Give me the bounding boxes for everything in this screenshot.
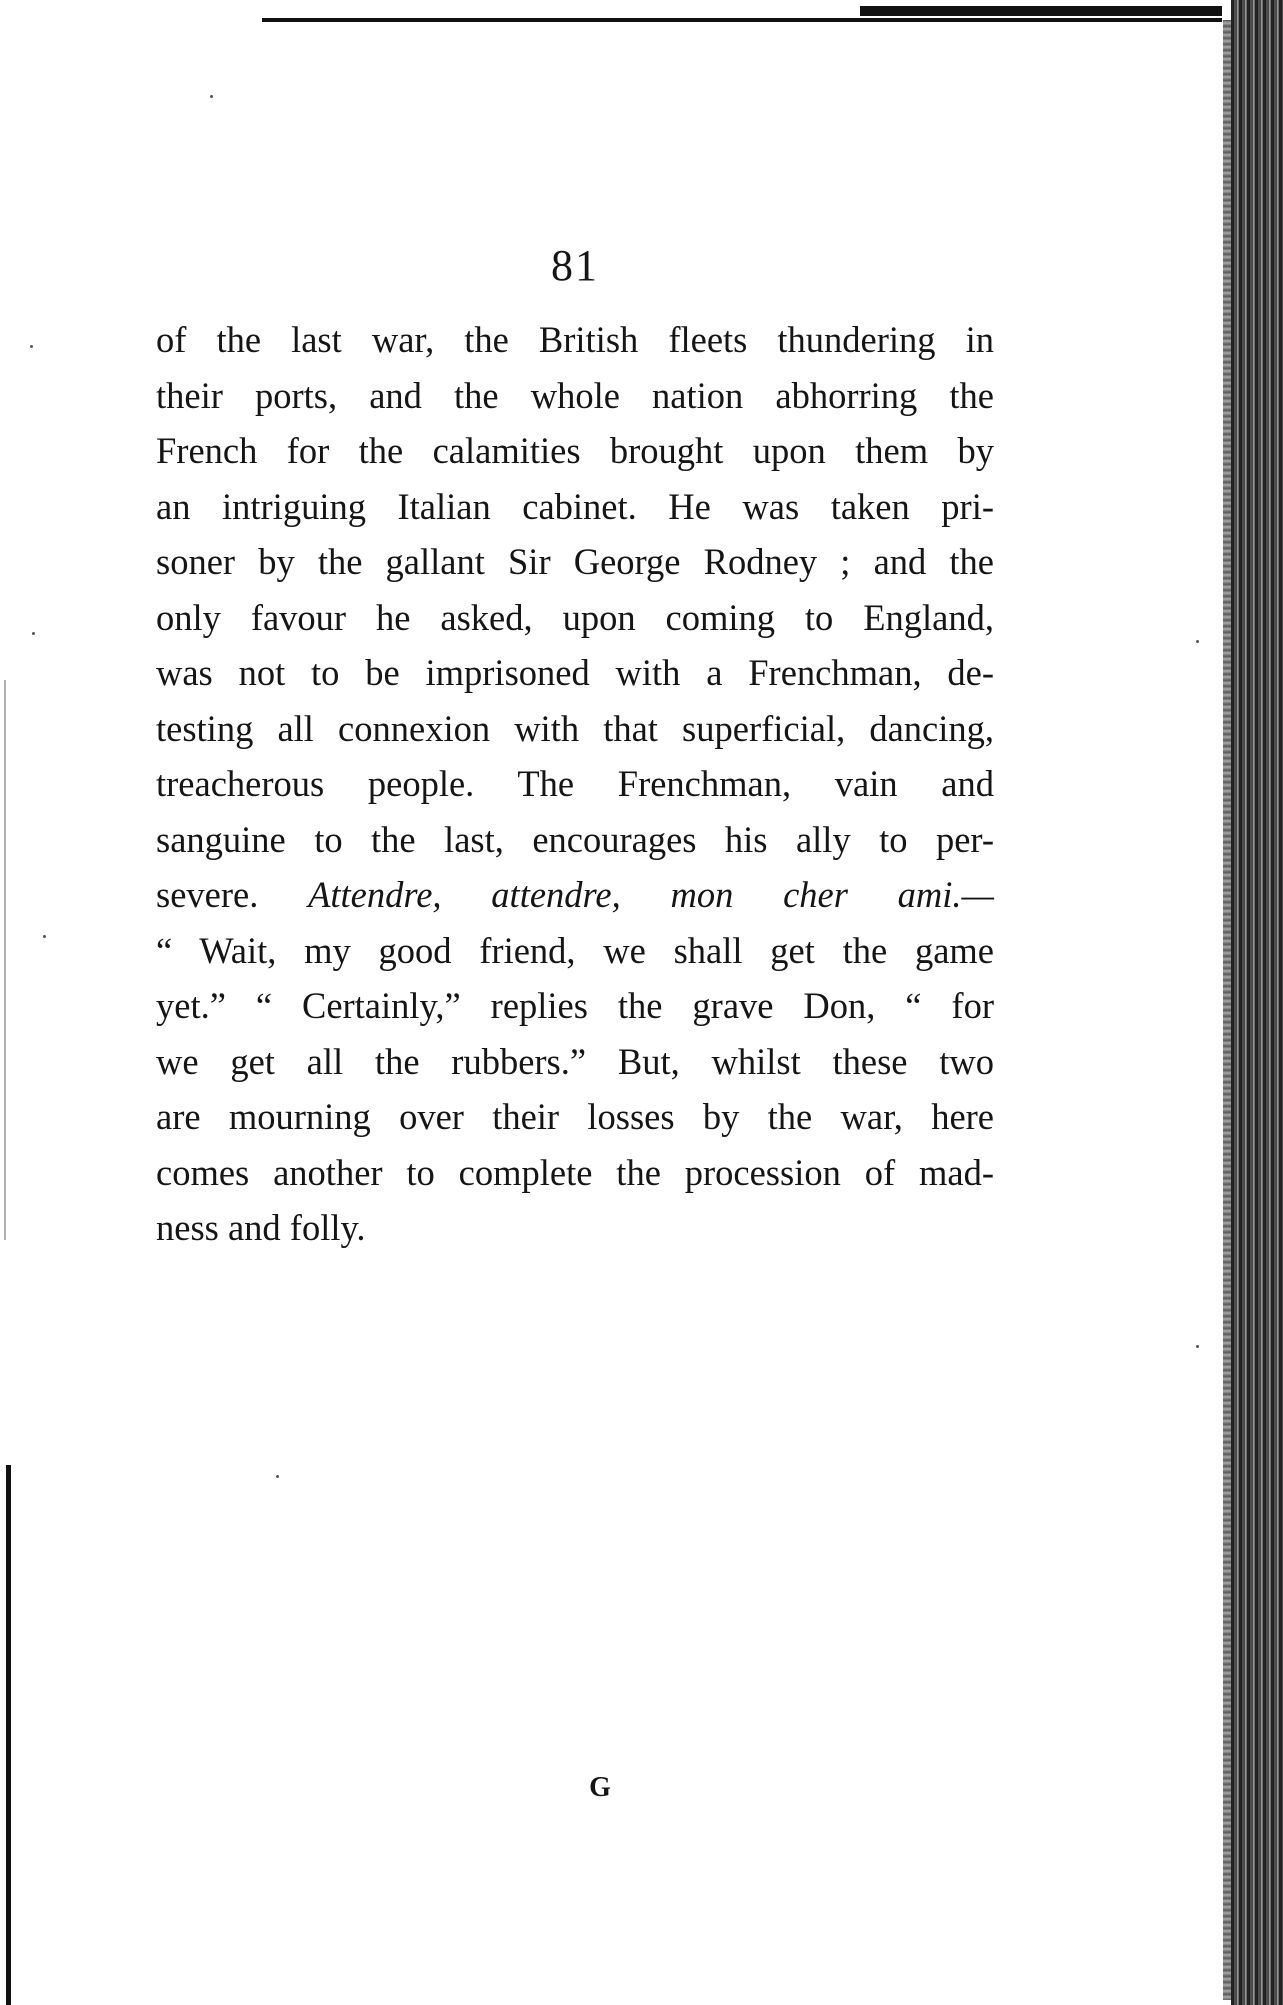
italic-phrase: Attendre, attendre, mon cher ami.— [308, 874, 994, 915]
page-number: 81 [551, 241, 599, 290]
body-text [156, 312, 994, 1256]
text-line: sanguine to the last, encourages his ally to per- [156, 818, 994, 860]
text-line: we get all the rubbers.” But, whilst these two [156, 1040, 994, 1082]
scan-speck [1196, 1345, 1199, 1348]
text-line: soner by the gallant Sir George Rodney ; and the [156, 541, 994, 582]
text-line: comes another to complete the procession of mad- [156, 1151, 994, 1193]
scan-speck [43, 935, 46, 938]
scan-edge-bar [6, 1465, 11, 2005]
text-line: are mourning over their losses by the war, here [156, 1096, 994, 1137]
text-line: their ports, and the whole nation abhorring the [156, 374, 994, 416]
text-line: “ Wait, my good friend, we shall get the game [156, 929, 994, 971]
text-line-mixed [156, 867, 994, 923]
scan-speck [210, 95, 213, 98]
page-binding-edge [1231, 0, 1283, 2005]
scan-edge-mark [4, 680, 6, 1240]
text-line: an intriguing Italian cabinet. He was taken pri- [156, 485, 994, 527]
text-segment: severe. [156, 874, 259, 915]
text-line: testing all connexion with that superficial, dancing, [156, 707, 994, 749]
binding-shadow [1223, 20, 1231, 2000]
scan-speck [30, 345, 33, 348]
top-rule-heavy [860, 6, 1222, 16]
text-line: yet.” “ Certainly,” replies the grave Don, “ for [156, 985, 994, 1026]
text-line: of the last war, the British fleets thundering in [156, 319, 994, 360]
text-line: ness and folly. [156, 1207, 366, 1248]
scan-speck [32, 632, 35, 635]
text-line: French for the calamities brought upon them by [156, 430, 994, 471]
text-line: treacherous people. The Frenchman, vain and [156, 763, 994, 804]
top-rule [262, 18, 1222, 22]
scan-speck [1196, 640, 1199, 643]
scan-speck [276, 1475, 279, 1478]
text-line: only favour he asked, upon coming to England, [156, 596, 994, 638]
signature-mark: G [589, 1772, 611, 1803]
text-line: was not to be imprisoned with a Frenchman, de- [156, 652, 994, 693]
